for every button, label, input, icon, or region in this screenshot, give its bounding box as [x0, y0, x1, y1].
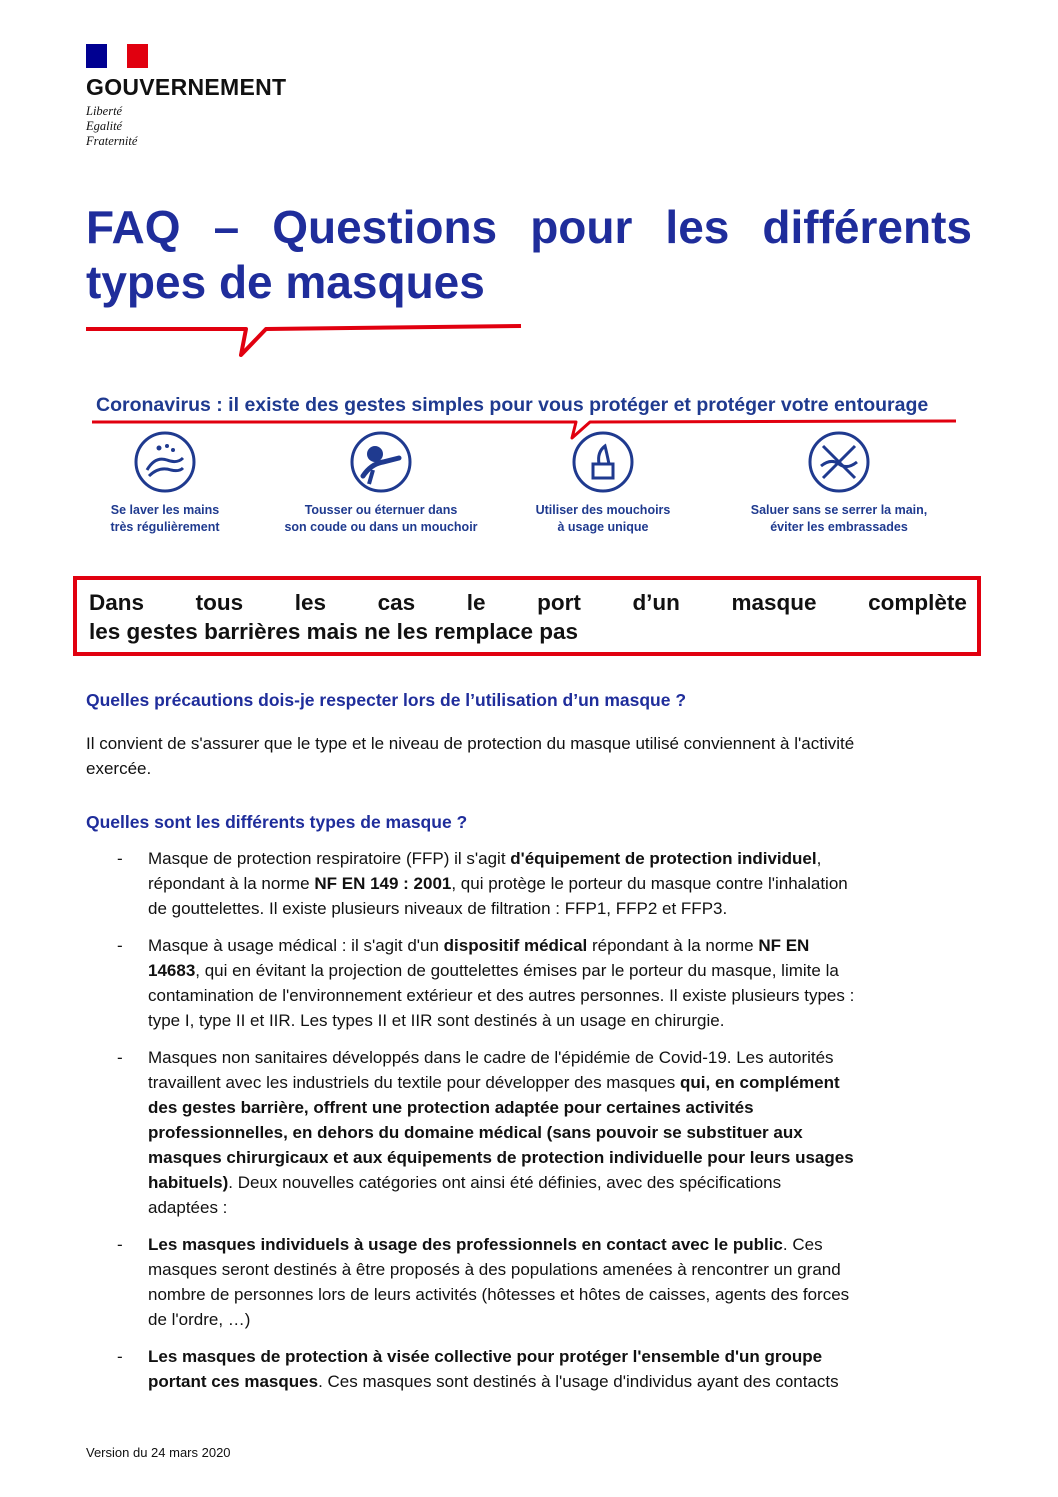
- gesture-caption-line: Tousser ou éternuer dans: [304, 503, 458, 517]
- gesture-caption-line: son coude ou dans un mouchoir: [284, 520, 478, 534]
- hand-washing-icon: [133, 430, 197, 494]
- text-run: ,: [816, 849, 822, 868]
- bold-run: 14683: [148, 961, 196, 980]
- gesture-item: [734, 430, 944, 536]
- text-run: Masque de protection respiratoire (FFP) il s'agit: [148, 849, 511, 868]
- gesture-item: [498, 430, 708, 536]
- warning-word: masque: [731, 590, 817, 615]
- title-line-2: types de masques: [86, 256, 485, 308]
- text-run: travaillent avec les industriels du textile pour développer des masques: [148, 1073, 681, 1092]
- item-line: contamination de l'environnement extérieur et des autres personnes. Il existe plusieurs types :: [148, 986, 855, 1005]
- version-footer: Version du 24 mars 2020: [86, 1445, 231, 1460]
- title-word: pour: [530, 201, 633, 253]
- list-item: [86, 933, 972, 1033]
- warning-word: le: [466, 590, 486, 615]
- motto-line: Fraternité: [86, 134, 138, 148]
- motto-line: Liberté: [86, 104, 123, 118]
- bold-run: professionnelles, en dehors du domaine médical (sans pouvoir se substituer aux: [148, 1123, 803, 1142]
- motto-line: Egalité: [86, 119, 123, 133]
- warning-line-2: les gestes barrières mais ne les remplace pas: [89, 619, 579, 644]
- gesture-caption-line: Utiliser des mouchoirs: [535, 503, 671, 517]
- gesture-caption-line: Saluer sans se serrer la main,: [750, 503, 928, 517]
- text-run: , qui en évitant la projection de gouttelettes émises par le porteur du masque, limite la: [195, 961, 839, 980]
- warning-word: les: [294, 590, 326, 615]
- title-word: différents: [762, 201, 972, 253]
- item-line: masques seront destinés à être proposés à des populations amenées à rencontrer un grand: [148, 1260, 841, 1279]
- list-dash: -: [117, 1347, 123, 1366]
- bold-run: d'équipement de protection individuel: [510, 849, 817, 868]
- bold-run: des gestes barrière, offrent une protection adaptée pour certaines activités: [148, 1098, 754, 1117]
- gesture-caption-line: Se laver les mains: [110, 503, 220, 517]
- item-line: [148, 1070, 972, 1095]
- item-line: de l'ordre, …): [148, 1310, 251, 1329]
- bold-run: dispositif médical: [443, 936, 588, 955]
- list-item: [86, 1045, 972, 1220]
- answer-paragraph: [86, 731, 972, 781]
- text-run: . Deux nouvelles catégories ont ainsi été définies, avec des spécifications: [228, 1173, 782, 1192]
- tissue-icon: [571, 430, 635, 494]
- answer-line: exercée.: [86, 759, 152, 778]
- item-line: [148, 871, 972, 896]
- no-handshake-icon: [807, 430, 871, 494]
- warning-word: cas: [377, 590, 416, 615]
- list-dash: -: [117, 1235, 123, 1254]
- question-heading: Quelles précautions dois-je respecter lors de l’utilisation d’un masque ?: [86, 690, 687, 710]
- french-flag-logo: [86, 44, 148, 68]
- gesture-caption-line: très régulièrement: [110, 520, 220, 534]
- question-heading: Quelles sont les différents types de masque ?: [86, 812, 468, 832]
- bold-run: Les masques individuels à usage des professionnels en contact avec le public: [148, 1235, 783, 1254]
- warning-box: [73, 576, 981, 656]
- list-item: [86, 1232, 972, 1332]
- title-word: –: [213, 201, 240, 253]
- item-line: [148, 1170, 972, 1195]
- title-word: FAQ: [86, 201, 181, 253]
- text-run: répondant à la norme: [148, 874, 315, 893]
- list-item: [86, 846, 972, 921]
- text-run: Masque à usage médical : il s'agit d'un: [148, 936, 444, 955]
- item-line: [148, 1344, 972, 1369]
- item-line: adaptées :: [148, 1198, 228, 1217]
- item-line: [148, 933, 972, 958]
- item-line: [148, 1369, 972, 1394]
- gestures-row: [90, 430, 960, 545]
- bold-run: qui, en complément: [680, 1073, 840, 1092]
- bold-run: portant ces masques: [148, 1372, 319, 1391]
- item-line: [148, 1120, 972, 1145]
- item-line: type I, type II et IIR. Les types II et IIR sont destinés à un usage en chirurgie.: [148, 1011, 725, 1030]
- gesture-item: [276, 430, 486, 536]
- list-dash: -: [117, 849, 123, 868]
- answer-line: Il convient de s'assurer que le type et le niveau de protection du masque utilisé conviennent à l'activité: [86, 734, 855, 753]
- title-word: Questions: [272, 201, 498, 253]
- banner-title: Coronavirus : il existe des gestes simples pour vous protéger et protéger votre entourage: [96, 394, 929, 416]
- text-run: répondant à la norme: [587, 936, 759, 955]
- warning-word: port: [537, 590, 581, 615]
- list-dash: -: [117, 936, 123, 955]
- warning-word: Dans: [89, 590, 145, 615]
- page-title: [86, 200, 972, 310]
- warning-word: complète: [868, 590, 967, 615]
- item-line: [148, 1095, 972, 1120]
- text-run: . Ces: [782, 1235, 823, 1254]
- org-name: GOUVERNEMENT: [86, 74, 287, 100]
- bold-run: habituels): [148, 1173, 229, 1192]
- bold-run: Les masques de protection à visée collective pour protéger l'ensemble d'un groupe: [148, 1347, 823, 1366]
- bold-run: NF EN 149 : 2001: [314, 874, 452, 893]
- mask-types-list: [86, 846, 972, 1406]
- item-line: [148, 1232, 972, 1257]
- bold-run: masques chirurgicaux et aux équipements de protection individuelle pour leurs usages: [148, 1148, 854, 1167]
- gesture-caption-line: éviter les embrassades: [770, 520, 908, 534]
- cough-elbow-icon: [349, 430, 413, 494]
- text-run: , qui protège le porteur du masque contre l'inhalation: [451, 874, 848, 893]
- item-line: [148, 846, 972, 871]
- gesture-caption-line: à usage unique: [557, 520, 649, 534]
- text-run: . Ces masques sont destinés à l'usage d'individus ayant des contacts: [318, 1372, 839, 1391]
- warning-word: tous: [195, 590, 244, 615]
- warning-word: d’un: [632, 590, 680, 615]
- item-line: nombre de personnes lors de leurs activités (hôtesses et hôtes de caisses, agents des forces: [148, 1285, 850, 1304]
- gesture-item: [60, 430, 270, 536]
- title-underline-accent: [86, 322, 526, 362]
- republic-motto: [86, 104, 137, 149]
- list-dash: -: [117, 1048, 123, 1067]
- item-line: Masques non sanitaires développés dans le cadre de l'épidémie de Covid-19. Les autorités: [148, 1048, 834, 1067]
- bold-run: NF EN: [758, 936, 810, 955]
- item-line: [148, 1145, 972, 1170]
- item-line: [148, 958, 972, 983]
- list-item: [86, 1344, 972, 1394]
- title-word: les: [665, 201, 730, 253]
- item-line: de gouttelettes. Il existe plusieurs niveaux de filtration : FFP1, FFP2 et FFP3.: [148, 899, 728, 918]
